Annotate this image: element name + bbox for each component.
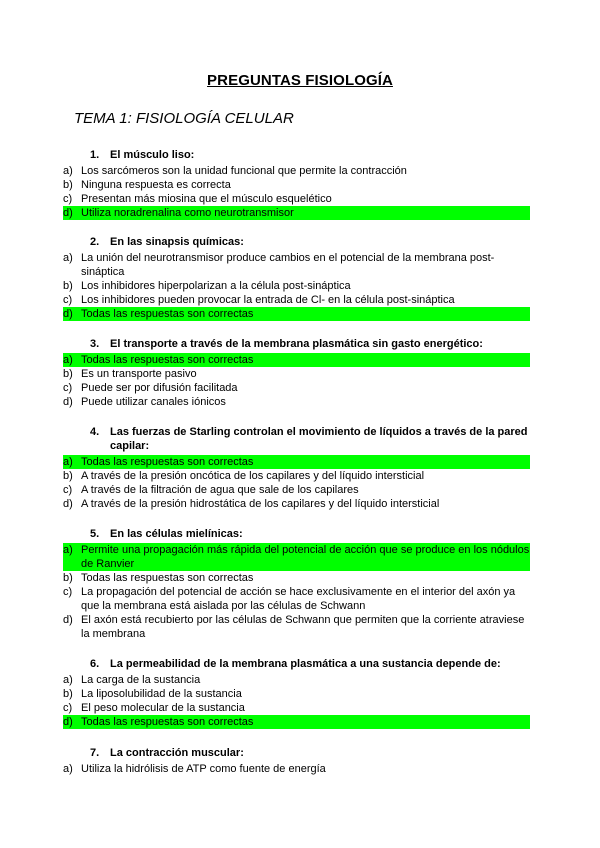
document-title: PREGUNTAS FISIOLOGÍA: [207, 72, 393, 89]
option-letter: c): [63, 193, 73, 205]
option-letter: a): [63, 674, 73, 686]
option-letter: b): [63, 280, 73, 292]
question-3: [63, 337, 530, 409]
answer-option: [63, 367, 530, 381]
answer-option: [63, 279, 530, 293]
option-letter: b): [63, 572, 73, 584]
question-number: 4.: [90, 426, 100, 438]
question-text: La permeabilidad de la membrana plasmática a una sustancia depende de:: [110, 658, 501, 670]
option-text: Todas las respuestas son correctas: [81, 455, 530, 469]
answer-options: [63, 251, 530, 321]
question-2: [63, 235, 530, 321]
option-text: Todas las respuestas son correctas: [81, 353, 530, 367]
option-letter: c): [63, 294, 73, 306]
answer-option-correct: [63, 307, 530, 321]
option-letter: d): [63, 307, 81, 321]
option-letter: a): [63, 763, 73, 775]
option-letter: d): [63, 614, 73, 626]
option-letter: a): [63, 252, 73, 264]
answer-option-correct: [63, 206, 530, 220]
option-text: Todas las respuestas son correctas: [81, 572, 254, 584]
question-heading: [90, 148, 530, 162]
option-text: Todas las respuestas son correctas: [81, 307, 530, 321]
option-text: Es un transporte pasivo: [81, 368, 197, 380]
answer-option: [63, 497, 530, 511]
answer-option: [63, 687, 530, 701]
option-text: Utiliza la hidrólisis de ATP como fuente de energía: [81, 763, 326, 775]
answer-options: [63, 673, 530, 729]
question-4: [63, 425, 530, 511]
option-letter: d): [63, 206, 81, 220]
option-text: A través de la presión oncótica de los capilares y del líquido intersticial: [81, 470, 425, 482]
option-text: Todas las respuestas son correctas: [81, 715, 530, 729]
answer-option: [63, 293, 530, 307]
answer-option-correct: [63, 455, 530, 469]
question-text: El músculo liso:: [110, 149, 195, 161]
option-letter: b): [63, 470, 73, 482]
answer-option-correct: [63, 353, 530, 367]
answer-options: [63, 455, 530, 511]
answer-options: [63, 353, 530, 409]
option-text: Utiliza noradrenalina como neurotransmisor: [81, 206, 530, 220]
answer-option: [63, 762, 530, 776]
option-letter: a): [63, 543, 81, 571]
option-text: Los inhibidores hiperpolarizan a la célula post-sináptica: [81, 280, 351, 292]
option-letter: d): [63, 498, 73, 510]
option-text: Ninguna respuesta es correcta: [81, 179, 231, 191]
answer-option: [63, 701, 530, 715]
answer-option: [63, 571, 530, 585]
option-text: La propagación del potencial de acción se hace exclusivamente en el interior del axón ya que la membrana está aislada por las células de Schwann: [81, 586, 516, 612]
option-letter: c): [63, 702, 73, 714]
question-6: [63, 657, 530, 729]
option-letter: b): [63, 179, 73, 191]
question-text: El transporte a través de la membrana plasmática sin gasto energético:: [110, 338, 483, 350]
answer-option: [63, 251, 530, 279]
option-letter: d): [63, 396, 73, 408]
answer-option: [63, 585, 530, 613]
answer-options: [63, 762, 530, 776]
question-heading: [90, 425, 530, 453]
answer-option-correct: [63, 715, 530, 729]
option-text: A través de la presión hidrostática de los capilares y del líquido intersticial: [81, 498, 440, 510]
question-heading: [90, 337, 530, 351]
option-letter: b): [63, 368, 73, 380]
question-heading: [90, 235, 530, 249]
option-text: La carga de la sustancia: [81, 674, 201, 686]
answer-option: [63, 164, 530, 178]
answer-option: [63, 395, 530, 409]
answer-option: [63, 192, 530, 206]
question-text: En las sinapsis químicas:: [110, 236, 244, 248]
answer-option-correct: [63, 543, 530, 571]
option-letter: a): [63, 165, 73, 177]
question-number: 7.: [90, 747, 100, 759]
option-text: La unión del neurotransmisor produce cambios en el potencial de la membrana post-sináptica: [81, 252, 495, 278]
option-text: La liposolubilidad de la sustancia: [81, 688, 242, 700]
question-heading: [90, 746, 530, 760]
option-letter: b): [63, 688, 73, 700]
question-text: La contracción muscular:: [110, 747, 244, 759]
option-letter: a): [63, 353, 81, 367]
option-text: El peso molecular de la sustancia: [81, 702, 245, 714]
question-text: En las células mielínicas:: [110, 528, 243, 540]
option-letter: c): [63, 382, 73, 394]
option-letter: c): [63, 586, 73, 598]
option-letter: d): [63, 715, 81, 729]
question-number: 2.: [90, 236, 100, 248]
question-heading: [90, 527, 530, 541]
option-text: A través de la filtración de agua que sale de los capilares: [81, 484, 359, 496]
option-letter: a): [63, 455, 81, 469]
question-number: 1.: [90, 149, 100, 161]
question-number: 5.: [90, 528, 100, 540]
answer-option: [63, 178, 530, 192]
question-text: Las fuerzas de Starling controlan el movimiento de líquidos a través de la pared capilar:: [110, 426, 528, 452]
answer-option: [63, 613, 530, 641]
question-1: [63, 148, 530, 220]
option-text: Permite una propagación más rápida del potencial de acción que se produce en los nódulos de Ranvier: [81, 544, 530, 570]
question-7: [63, 746, 530, 776]
question-5: [63, 527, 530, 641]
option-text: Presentan más miosina que el músculo esquelético: [81, 193, 332, 205]
answer-option: [63, 381, 530, 395]
option-text: Puede ser por difusión facilitada: [81, 382, 238, 394]
answer-options: [63, 164, 530, 220]
answer-option: [63, 483, 530, 497]
option-text: Los inhibidores pueden provocar la entrada de Cl- en la célula post-sináptica: [81, 294, 455, 306]
option-letter: c): [63, 484, 73, 496]
answer-options: [63, 543, 530, 641]
question-heading: [90, 657, 530, 671]
answer-option: [63, 673, 530, 687]
question-number: 6.: [90, 658, 100, 670]
option-text: Puede utilizar canales iónicos: [81, 396, 226, 408]
question-number: 3.: [90, 338, 100, 350]
option-text: El axón está recubierto por las células de Schwann que permiten que la corriente atraviese la membrana: [81, 614, 525, 640]
section-title: TEMA 1: FISIOLOGÍA CELULAR: [74, 110, 294, 127]
answer-option: [63, 469, 530, 483]
option-text: Los sarcómeros son la unidad funcional que permite la contracción: [81, 165, 407, 177]
